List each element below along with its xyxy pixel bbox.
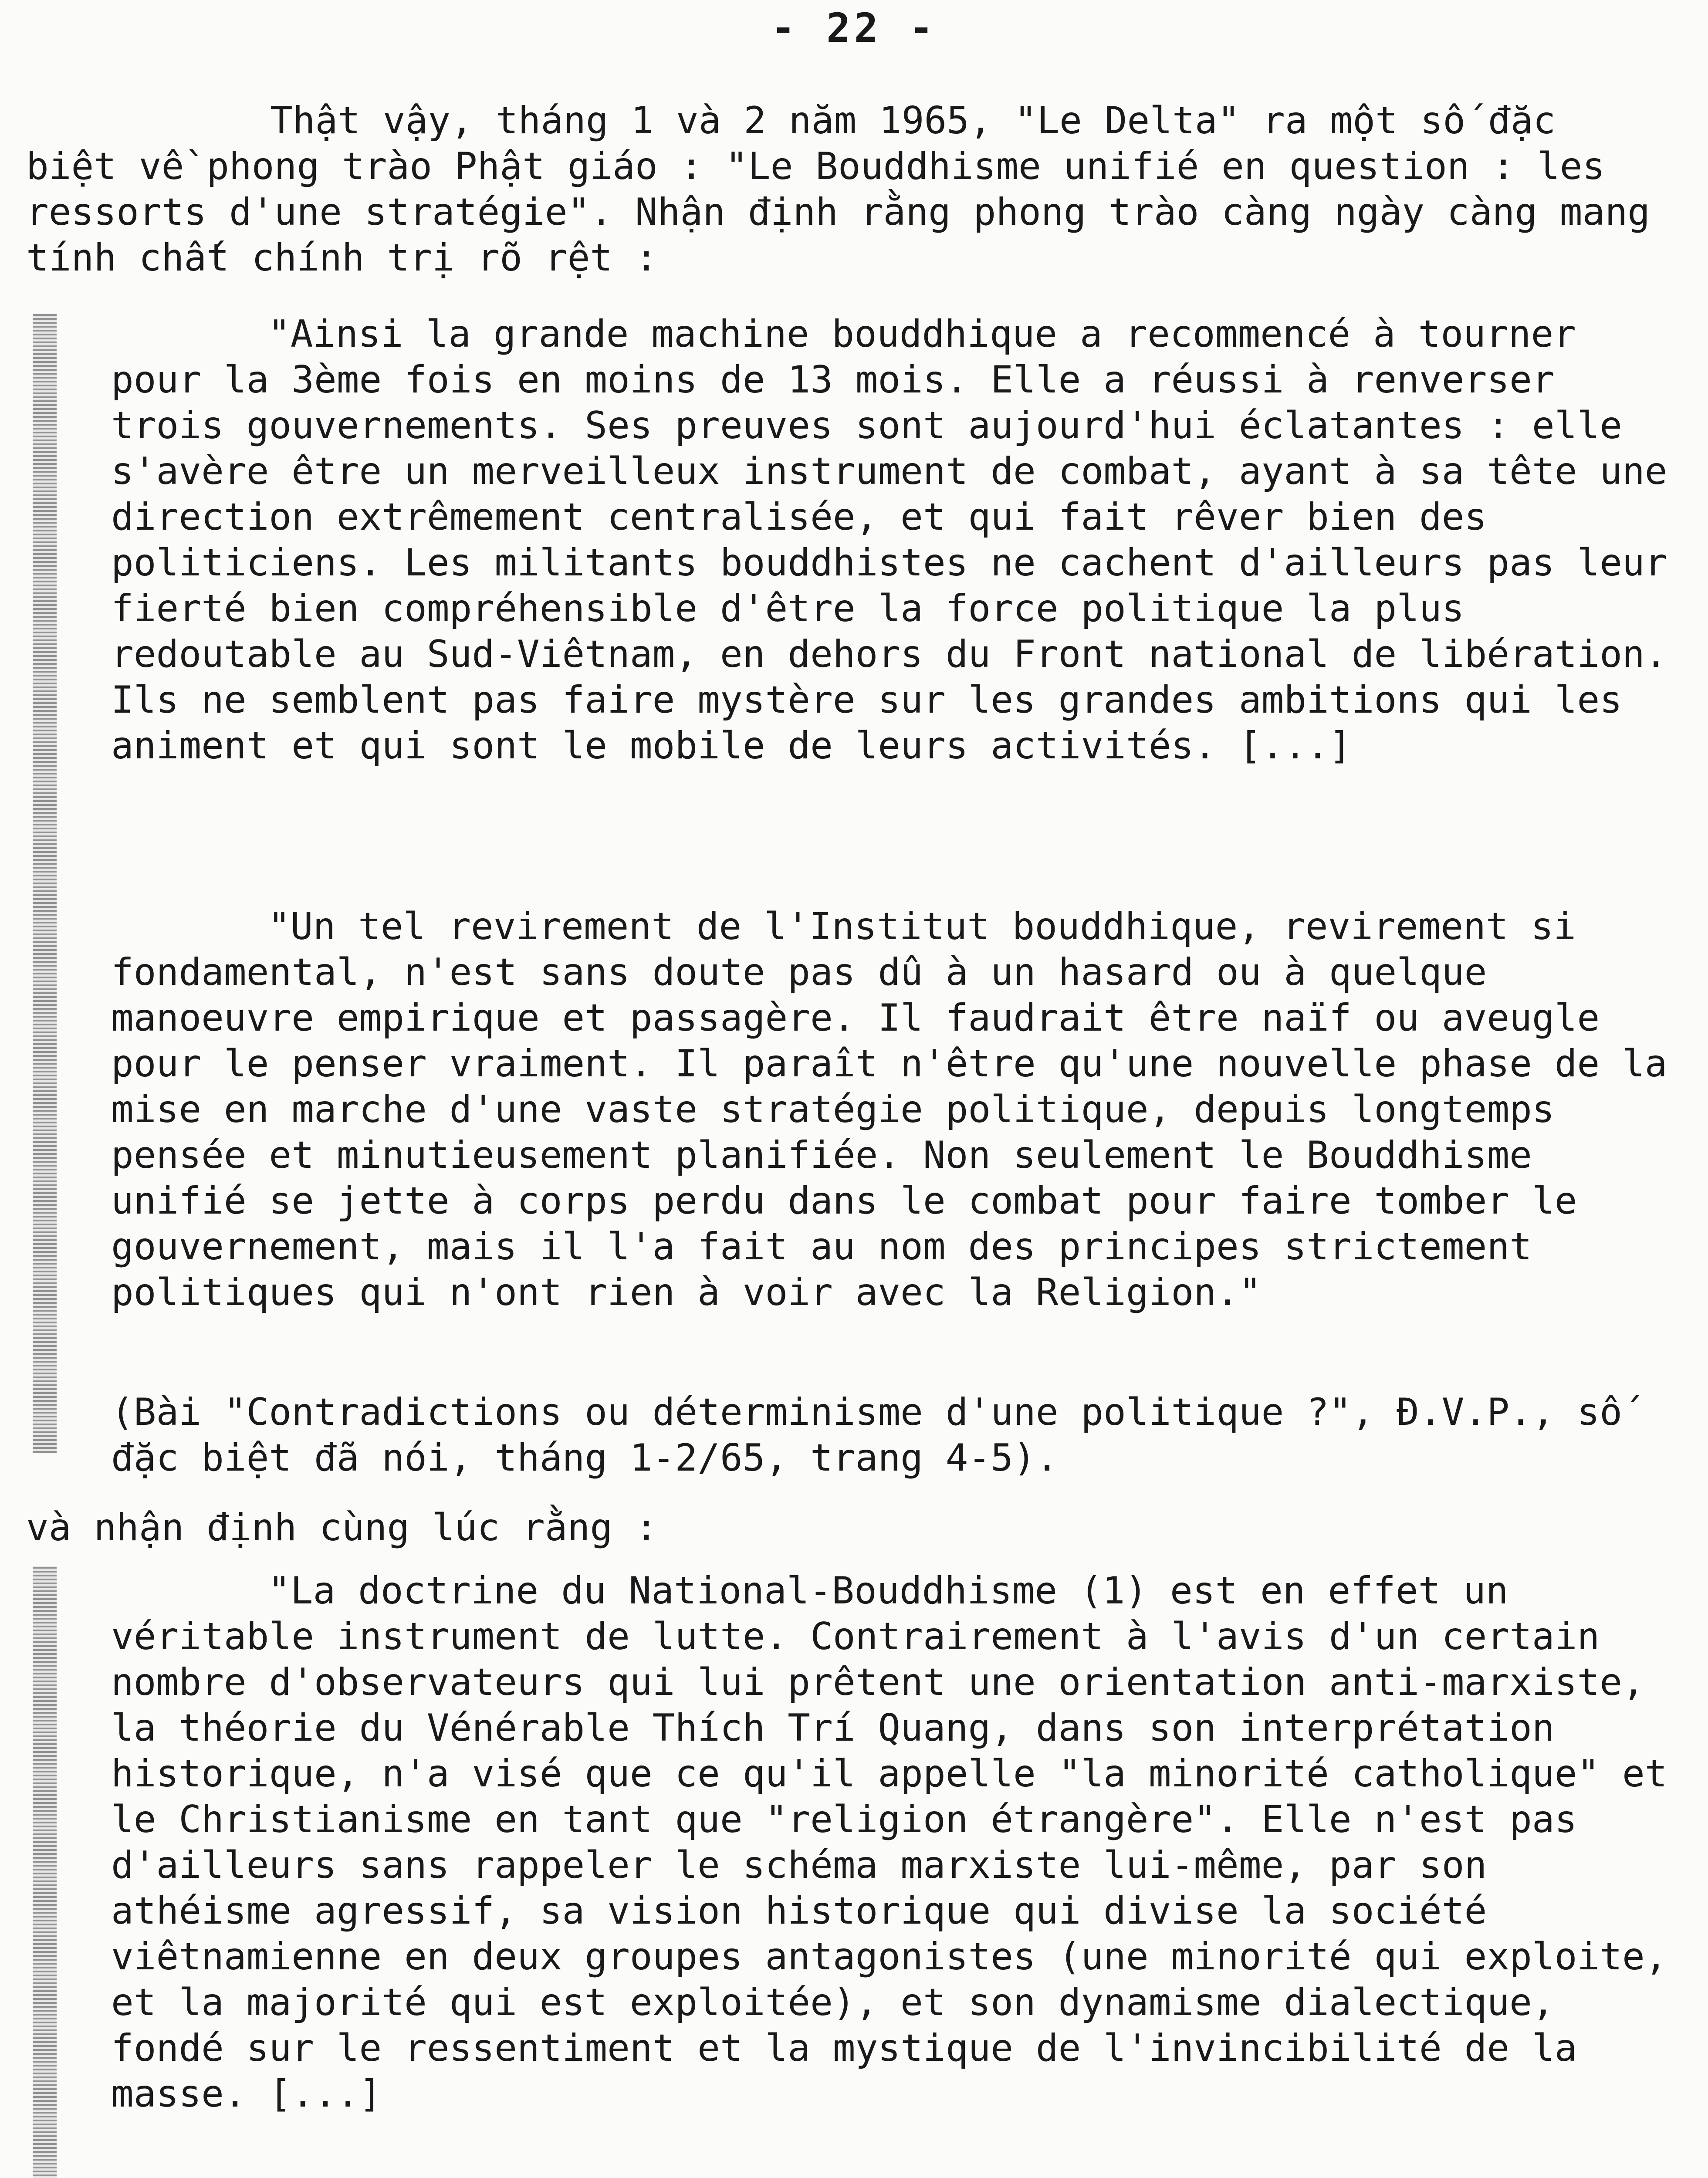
quote-text-1: "Ainsi la grande machine bouddhique a recommencé à tourner pour la 3ème fois en moins de 13 mois. Elle a réussi à renverser trois gouvernements. Ses preuves sont aujourd'hui éclatantes : elle s'avère être un merveilleux instrument de combat, ayant à sa tête une direction extrêmement centralisée, et qui fait rêver bien des politiciens. Les militants bouddhistes ne cachent d'ailleurs pas leur fierté bien compréhensible d'être la force politique la plus redoutable au Sud-Viêtnam, en dehors du Front national de libération. Ils ne semblent pas faire mystère sur les grandes ambitions qui les animent et qui sont le mobile de leurs activités. [...] bbox=[111, 312, 1667, 768]
lead-in-line: và nhận định cùng lúc rằng : bbox=[26, 1506, 658, 1549]
quote-text-3: "La doctrine du National-Bouddhisme (1) est en effet un véritable instrument de lutte. Contrairement à l'avis d'un certain nombre d'observateurs qui lui prêtent une orientation anti-marxiste, la théorie du Vénérable Thích Trí Quang, dans son interprétation historique, n'a visé que ce qu'il appelle "la minorité catholique" et le Christianisme en tant que "religion étrangère". Elle n'est pas d'ailleurs sans rappeler le schéma marxiste lui-même, par son athéisme agressif, sa vision historique qui divise la société viêtnamienne en deux groupes antagonistes (une minorité qui exploite, et la majorité qui est exploitée), et son dynamisme dialectique, fondé sur le ressentiment et la mystique de l'invincibilité de la masse. [...] bbox=[111, 1569, 1667, 2116]
citation: (Bài "Contradictions ou déterminisme d'une politique ?", Đ.V.P., số đặc biệt đã nói, tháng 1-2/65, trang 4-5). bbox=[111, 1390, 1623, 1480]
quote-paragraph-1 bbox=[111, 311, 1668, 769]
quote-text-2: "Un tel revirement de l'Institut bouddhique, revirement si fondamental, n'est sans doute pas dû à un hasard ou à quelque manoeuvre empirique et passagère. Il faudrait être naïf ou aveugle pour le penser vraiment. Il paraît n'être qu'une nouvelle phase de la mise en marche d'une vaste stratégie politique, depuis longtemps pensée et minutieusement planifiée. Non seulement le Bouddhisme unifié se jette à corps perdu dans le combat pour faire tomber le gouvernement, mais il l'a fait au nom des principes strictement politiques qui n'ont rien à voir avec la Religion." bbox=[111, 905, 1667, 1314]
quote-paragraph-3 bbox=[111, 1568, 1668, 2117]
quote-margin-mark bbox=[33, 1566, 57, 2178]
quote-margin-mark bbox=[33, 314, 57, 1453]
page-number: - 22 - bbox=[771, 5, 937, 51]
quote-paragraph-2 bbox=[111, 904, 1668, 1316]
intro-paragraph: Thật vậy, tháng 1 và 2 năm 1965, "Le Delta" ra một số đặc biệt về phong trào Phật giáo : "Le Bouddhisme unifié en question : les ressorts d'une stratégie". Nhận định rằng phong trào càng ngày càng mang tính chất chính trị rõ rệt : bbox=[26, 99, 1650, 280]
